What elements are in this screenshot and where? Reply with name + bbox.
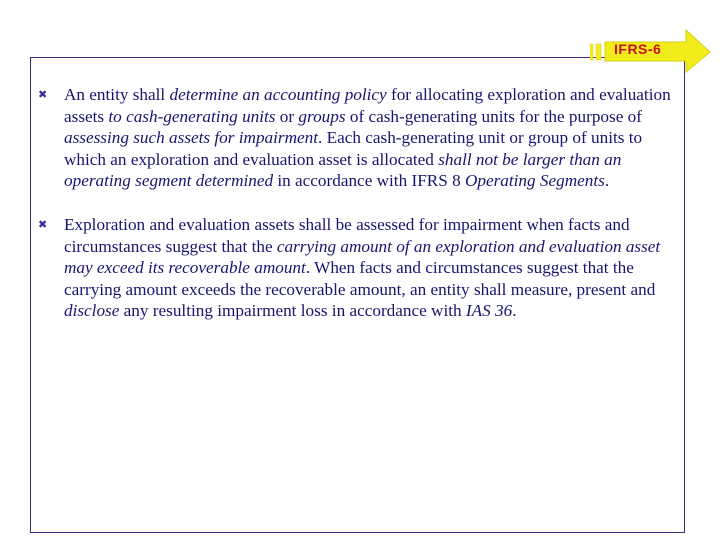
bullet-item-accounting-policy [38,84,683,192]
bullet-text: An entity shall determine an accounting policy for allocating exploration and evaluation assets to cash-generating units or groups of cash-generating units for the purpose of assessing such assets for impairment. Each cash-generating unit or group of units to which an exploration and evaluation asset is allocated shall not be larger than an operating segment determined in accordance with IFRS 8 Operating Segments. [64,85,671,191]
bullet-marker-icon: ✖ [38,88,48,101]
bullet-text: Exploration and evaluation assets shall be assessed for impairment when facts and circumstances suggest that the carrying amount of an exploration and evaluation asset may exceed its recoverable amount. When facts and circumstances suggest that the carrying amount exceeds the recoverable amount, an entity shall measure, present and disclose any resulting impairment loss in accordance with IAS 36. [64,214,661,321]
bullet-list [38,84,683,344]
bullet-item-impairment [38,214,683,322]
badge-label: IFRS-6 [614,41,662,57]
bullet-marker-icon: ✖ [38,217,48,231]
ifrs-badge [590,28,712,74]
